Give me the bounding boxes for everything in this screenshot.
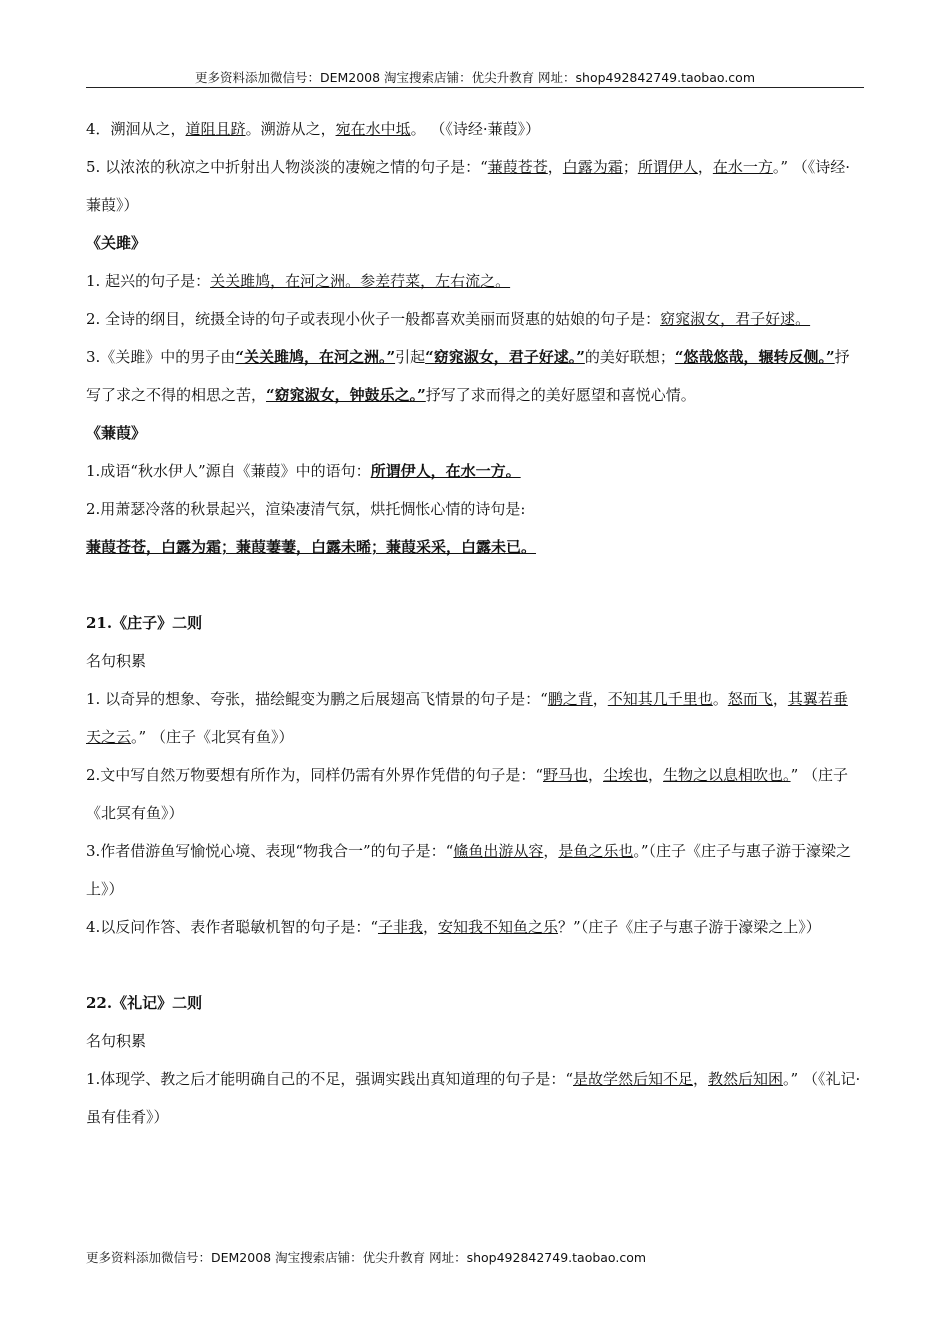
jianjia-q5: 5. 以浓浓的秋凉之中折射出人物淡淡的凄婉之情的句子是：“蒹葭苍苍，白露为霜；所谓伊人，在水一方。” （《诗经·蒹葭》） [86, 158, 851, 214]
guanju-q1: 1. 起兴的句子是：关关雎鸠，在河之洲。参差荇菜，左右流之。 [86, 272, 511, 290]
header-divider [86, 87, 864, 88]
liji-subtitle: 名句积累 [86, 1032, 147, 1050]
jianjia-poem-q1: 1.成语“秋水伊人”源自《蒹葭》中的语句：所谓伊人，在水一方。 [86, 462, 521, 480]
zhuangzi-subtitle: 名句积累 [86, 652, 147, 670]
jianjia-poem-q2: 2.用萧瑟冷落的秋景起兴，渲染凄清气氛，烘托惆怅心情的诗句是: [86, 500, 526, 518]
spacer [86, 566, 862, 604]
jianjia-title: 《蒹葭》 [86, 424, 147, 442]
guanju-q2: 2. 全诗的纲目，统摄全诗的句子或表现小伙子一般都喜欢美丽而贤惠的姑娘的句子是：窈窕淑女，君子好逑。 [86, 310, 811, 328]
spacer [86, 946, 862, 984]
page-header: 更多资料添加微信号：DEM2008 淘宝搜索店铺：优尖升教育 网址：shop492842749.taobao.com [194, 70, 756, 85]
zhuangzi-q1: 1. 以奇异的想象、夸张，描绘鲲变为鹏之后展翅高飞情景的句子是：“鹏之背，不知其几千里也。怒而飞，其翼若垂天之云。” （庄子《北冥有鱼》） [86, 690, 848, 746]
jianjia-q4: 4．溯洄从之，道阻且跻。溯游从之，宛在水中坻。 （《诗经·蒹葭》） [86, 120, 541, 138]
guanju-q3: 3.《关雎》中的男子由“关关雎鸠，在河之洲。”引起“窈窕淑女，君子好逑。”的美好联想；“悠哉悠哉，辗转反侧。”抒写了求之不得的相思之苦，“窈窕淑女，钟鼓乐之。”抒写了求而得之的美好愿望和喜悦心情。 [86, 348, 850, 404]
page-footer: 更多资料添加微信号：DEM2008 淘宝搜索店铺：优尖升教育 网址：shop492842749.taobao.com [86, 1250, 647, 1265]
document-body [86, 110, 862, 1136]
zhuangzi-q3: 3.作者借游鱼写愉悦心境、表现“物我合一”的句子是：“鯈鱼出游从容，是鱼之乐也。”（庄子《庄子与惠子游于濠梁之上》） [86, 842, 852, 898]
liji-q1: 1.体现学、教之后才能明确自己的不足，强调实践出真知道理的句子是：“是故学然后知不足，教然后知困。” （《礼记·虽有佳肴》） [86, 1070, 861, 1126]
zhuangzi-q4: 4.以反问作答、表作者聪敏机智的句子是：“子非我，安知我不知鱼之乐？”（庄子《庄子与惠子游于濠梁之上》） [86, 918, 821, 936]
zhuangzi-title: 21.《庄子》二则 [86, 614, 203, 632]
zhuangzi-q2: 2.文中写自然万物要想有所作为，同样仍需有外界作凭借的句子是：“野马也，尘埃也，生物之以息相吹也。” （庄子《北冥有鱼》） [86, 766, 848, 822]
guanju-title: 《关雎》 [86, 234, 147, 252]
jianjia-poem-q2-answer: 蒹葭苍苍，白露为霜；蒹葭萋萋，白露未晞；蒹葭采采，白露未已。 [86, 538, 537, 556]
liji-title: 22.《礼记》二则 [86, 994, 203, 1012]
